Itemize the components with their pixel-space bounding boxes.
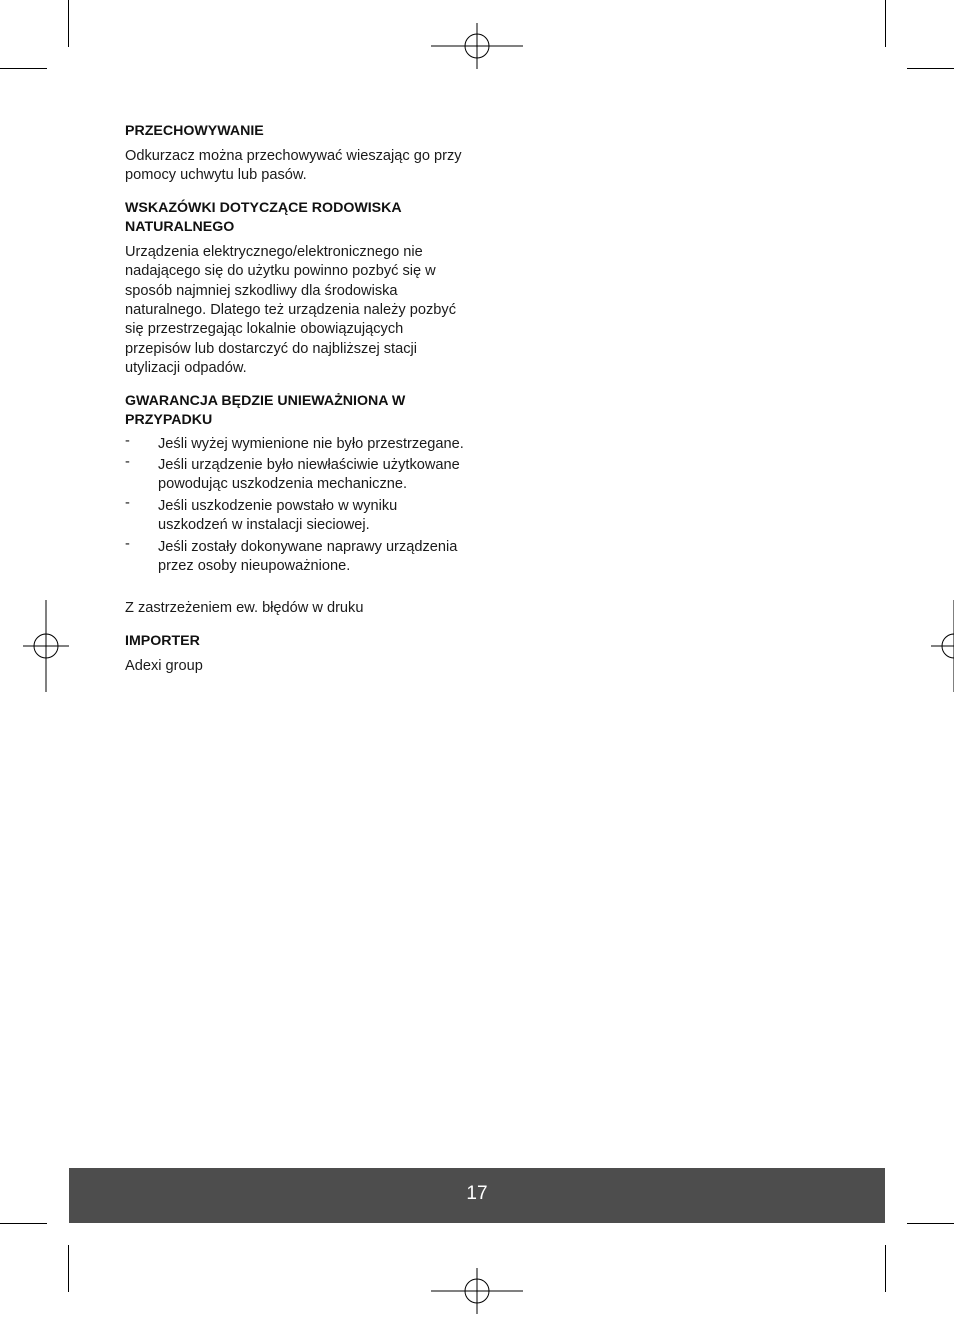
crop-mark-bottom-right-horizontal [907, 1223, 954, 1224]
environment-heading: WSKAZÓWKI DOTYCZĄCE RODOWISKA NATURALNEGO [125, 199, 402, 235]
importer-heading: IMPORTER [125, 632, 200, 649]
environment-text: Urządzenia elektrycznego/elektronicznego nie nadającego się do użytku powinno pozbyć się w sposób najmniej szkodliwy dla środowiska naturalnego. Dlatego też urządzenia należy pozbyć się przestrzegając lokalnie obowiązujących przepisów lub dostarczyć do najbliższej stacji utylizacji odpadów. [125, 243, 457, 377]
warranty-list [125, 432, 465, 577]
bullet-dash: - [125, 535, 130, 552]
bullet-dash: - [125, 454, 130, 471]
registration-mark-right-icon [908, 600, 954, 692]
list-item-text: Jeśli urządzenie było niewłaściwie użytkowane powodując uszkodzenia mechaniczne. [158, 457, 460, 493]
disclaimer-text: Z zastrzeżeniem ew. błędów w druku [125, 599, 364, 616]
list-item-text: Jeśli uszkodzenie powstało w wyniku uszkodzeń w instalacji sieciowej. [158, 497, 398, 534]
warranty-heading: GWARANCJA BĘDZIE UNIEWAŻNIONA W PRZYPADKU [125, 392, 406, 428]
storage-text: Odkurzacz można przechowywać wieszając go przy pomocy uchwytu lub pasów. [125, 148, 462, 184]
crop-mark-top-left-vertical [68, 0, 69, 47]
registration-mark-left-icon [0, 600, 92, 692]
list-item [125, 535, 465, 577]
crop-mark-top-left-horizontal [0, 68, 47, 69]
page-number: 17 [466, 1183, 488, 1204]
list-item-text: Jeśli wyżej wymienione nie było przestrzegane. [158, 435, 464, 452]
list-item [125, 456, 465, 495]
text-column [125, 122, 465, 676]
crop-mark-bottom-left-vertical [68, 1245, 69, 1292]
storage-heading: PRZECHOWYWANIE [125, 123, 264, 139]
crop-mark-bottom-right-vertical [885, 1245, 886, 1292]
registration-mark-bottom-icon [431, 1245, 523, 1337]
bullet-dash: - [125, 432, 130, 449]
list-item [125, 432, 465, 454]
crop-mark-bottom-left-horizontal [0, 1223, 47, 1224]
importer-name: Adexi group [125, 657, 203, 674]
crop-mark-top-right-horizontal [907, 68, 954, 69]
bullet-dash: - [125, 494, 130, 511]
crop-mark-top-right-vertical [885, 0, 886, 47]
list-item-text: Jeśli zostały dokonywane naprawy urządzenia przez osoby nieupoważnione. [158, 538, 458, 575]
registration-mark-top-icon [431, 0, 523, 92]
footer-bar [69, 1168, 885, 1223]
list-item [125, 494, 465, 536]
